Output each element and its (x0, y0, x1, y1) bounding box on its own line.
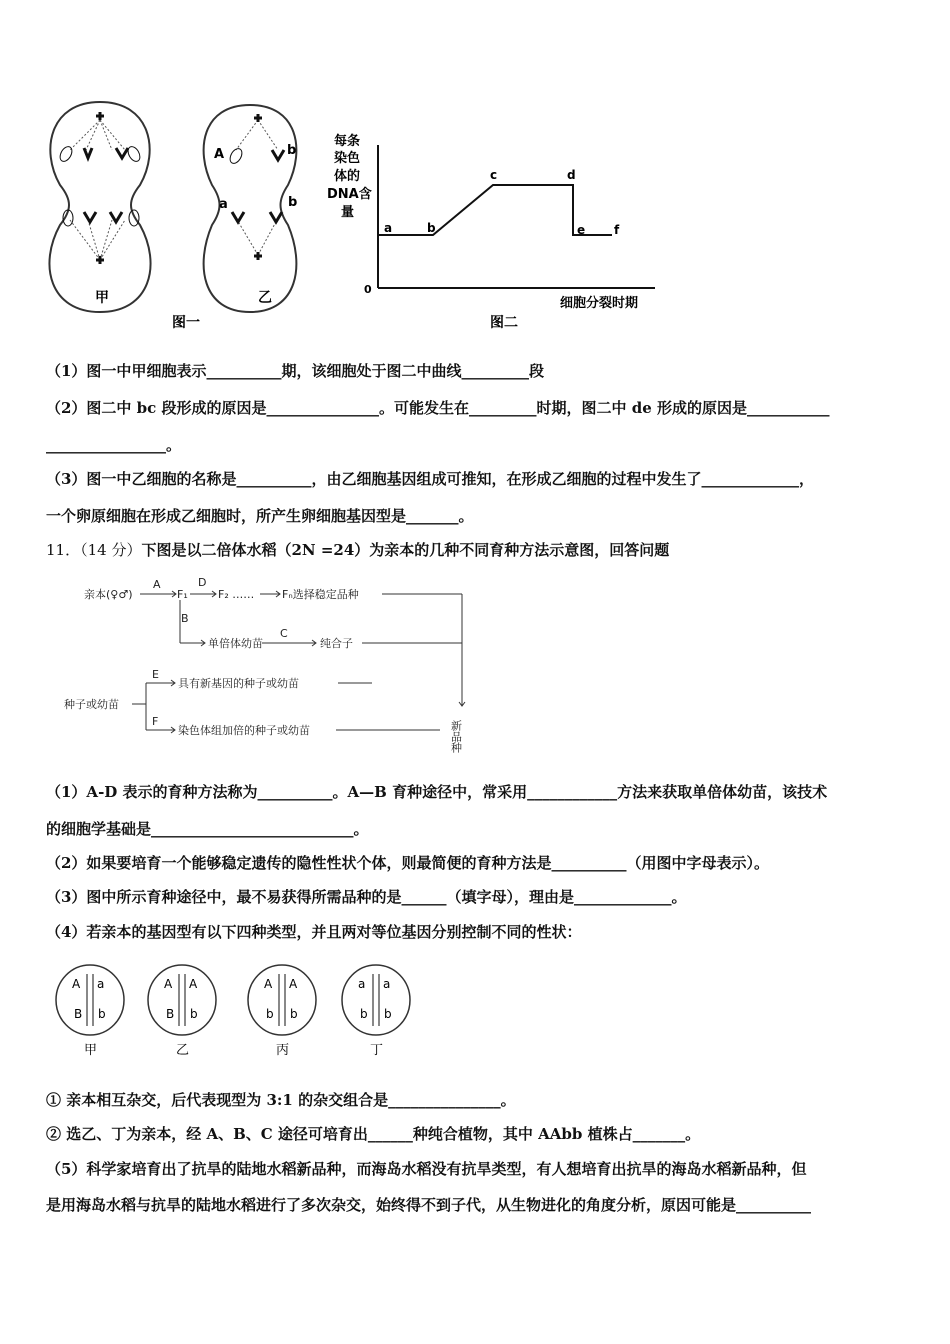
q11-stem: 下图是以二倍体水稻（2N =24）为亲本的几种不同育种方法示意图，回答问题 (141, 541, 670, 559)
gene: a (97, 977, 105, 991)
flow-newgene: 具有新基因的种子或幼苗 (178, 677, 299, 690)
breeding-flow-diagram (40, 570, 500, 755)
point-e: e (577, 223, 586, 237)
flow-parent: 亲本(♀♂) (84, 588, 133, 601)
q11-part2: （2）如果要培育一个能够稳定遗传的隐性性状个体，则最简便的育种方法是__________（用图中字母表示）。 (46, 854, 769, 872)
genotype-label-bing: 丙 (276, 1043, 290, 1058)
genotype-cell-bing (248, 965, 316, 1058)
q11-part4: （4）若亲本的基因型有以下四种类型，并且两对等位基因分别控制不同的性状： (46, 923, 582, 941)
graph-origin: 0 (364, 283, 372, 296)
flow-Fn: Fₙ选择稳定品种 (282, 588, 359, 601)
q10-part3: （3）图一中乙细胞的名称是__________，由乙细胞基因组成可推知，在形成乙细胞的过程中发生了_____________， (46, 470, 814, 488)
gene: b (266, 1007, 274, 1021)
flow-label-B: B (181, 612, 189, 625)
flow-F1: F₁ (177, 588, 188, 601)
flow-F2: F₂ …… (218, 588, 255, 601)
cell-yi-diagram (204, 105, 297, 312)
gene: b (98, 1007, 106, 1021)
gene: A (289, 977, 298, 991)
gene-b-top-label: b (287, 143, 297, 158)
gene: A (72, 977, 81, 991)
cell-yi-label: 乙 (258, 290, 272, 306)
gene-A-label: A (214, 147, 225, 162)
gene: a (383, 977, 391, 991)
gene: b (290, 1007, 298, 1021)
cell-jia-diagram (49, 102, 150, 312)
ylabel-line-1: 每条 (334, 134, 361, 149)
ylabel-line-5: 量 (341, 205, 355, 220)
gene-b-bottom-label: b (288, 195, 298, 210)
flow-label-E: E (152, 668, 159, 681)
graph-xlabel: 细胞分裂时期 (560, 296, 639, 311)
figure1-caption: 图一 (172, 315, 200, 331)
point-f: f (614, 223, 620, 237)
gene-a-label: a (219, 197, 228, 212)
genotype-cells (50, 962, 430, 1062)
gene: a (358, 977, 366, 991)
gene: B (166, 1007, 175, 1021)
q10-part1: （1）图一中甲细胞表示__________期，该细胞处于图二中曲线_________段 (46, 362, 544, 380)
q11-sub1: ① 亲本相互杂交，后代表现型为 3:1 的杂交组合是_______________。 (46, 1091, 516, 1109)
q11-part5: （5）科学家培育出了抗旱的陆地水稻新品种，而海岛水稻没有抗旱类型，有人想培育出抗旱的海岛水稻新品种，但 (46, 1160, 807, 1178)
q11-score: （14 分） (80, 541, 142, 559)
gene: b (190, 1007, 198, 1021)
genotype-cell-jia (56, 965, 124, 1058)
flow-label-F: F (152, 715, 159, 728)
ylabel-line-2: 染色 (334, 151, 361, 166)
gene: A (264, 977, 273, 991)
flow-label-A: A (153, 578, 161, 591)
q11-sub2: ② 选乙、丁为亲本，经 A、B、C 途径可培育出______种纯合植物，其中 AAbb 植株占_______。 (46, 1125, 701, 1143)
q11-part1: （1）A-D 表示的育种方法称为__________。A—B 育种途径中，常采用____________方法来获取单倍体幼苗，该技术 (46, 783, 828, 801)
cell-jia-label: 甲 (95, 290, 109, 306)
point-b: b (427, 221, 436, 235)
genotype-cell-ding (342, 965, 410, 1058)
genotype-label-ding: 丁 (370, 1043, 384, 1058)
ylabel-line-4: DNA含 (327, 187, 372, 202)
ylabel-line-3: 体的 (334, 169, 361, 184)
flow-pure: 纯合子 (320, 637, 353, 650)
flow-label-C: C (280, 627, 288, 640)
flow-label-D: D (198, 576, 207, 589)
gene: A (189, 977, 198, 991)
flow-haploid: 单倍体幼苗 (208, 637, 263, 650)
genotype-label-yi: 乙 (176, 1043, 190, 1058)
figure2-graph (378, 145, 655, 288)
q10-part2-cont: ________________。 (46, 436, 182, 454)
q11-part5-cont: 是用海岛水稻与抗旱的陆地水稻进行了多次杂交，始终得不到子代，从生物进化的角度分析，原因可能是__________ (46, 1196, 812, 1214)
q10-part3-cont: 一个卵原细胞在形成乙细胞时，所产生卵细胞基因型是_______。 (46, 507, 474, 525)
point-a: a (384, 221, 393, 235)
flow-newvariety: 新品种 (449, 720, 463, 753)
q10-part2: （2）图二中 bc 段形成的原因是_______________。可能发生在_________时期，图二中 de 形成的原因是___________ (46, 399, 830, 417)
point-c: c (490, 168, 498, 182)
gene: b (360, 1007, 368, 1021)
gene: b (384, 1007, 392, 1021)
figure-top (0, 90, 700, 340)
q11-part3: （3）图中所示育种途径中，最不易获得所需品种的是______（填字母），理由是_____________。 (46, 888, 687, 906)
point-d: d (567, 168, 576, 182)
flow-polyploid: 染色体组加倍的种子或幼苗 (178, 724, 310, 737)
flow-seed: 种子或幼苗 (64, 698, 119, 711)
q11-part1-cont: 的细胞学基础是___________________________。 (46, 820, 369, 838)
genotype-cell-yi (148, 965, 216, 1058)
gene: A (164, 977, 173, 991)
q11-number: 11． (46, 541, 81, 559)
figure2-caption: 图二 (490, 315, 518, 331)
genotype-label-jia: 甲 (84, 1043, 98, 1058)
q11-header (46, 539, 669, 560)
gene: B (74, 1007, 83, 1021)
